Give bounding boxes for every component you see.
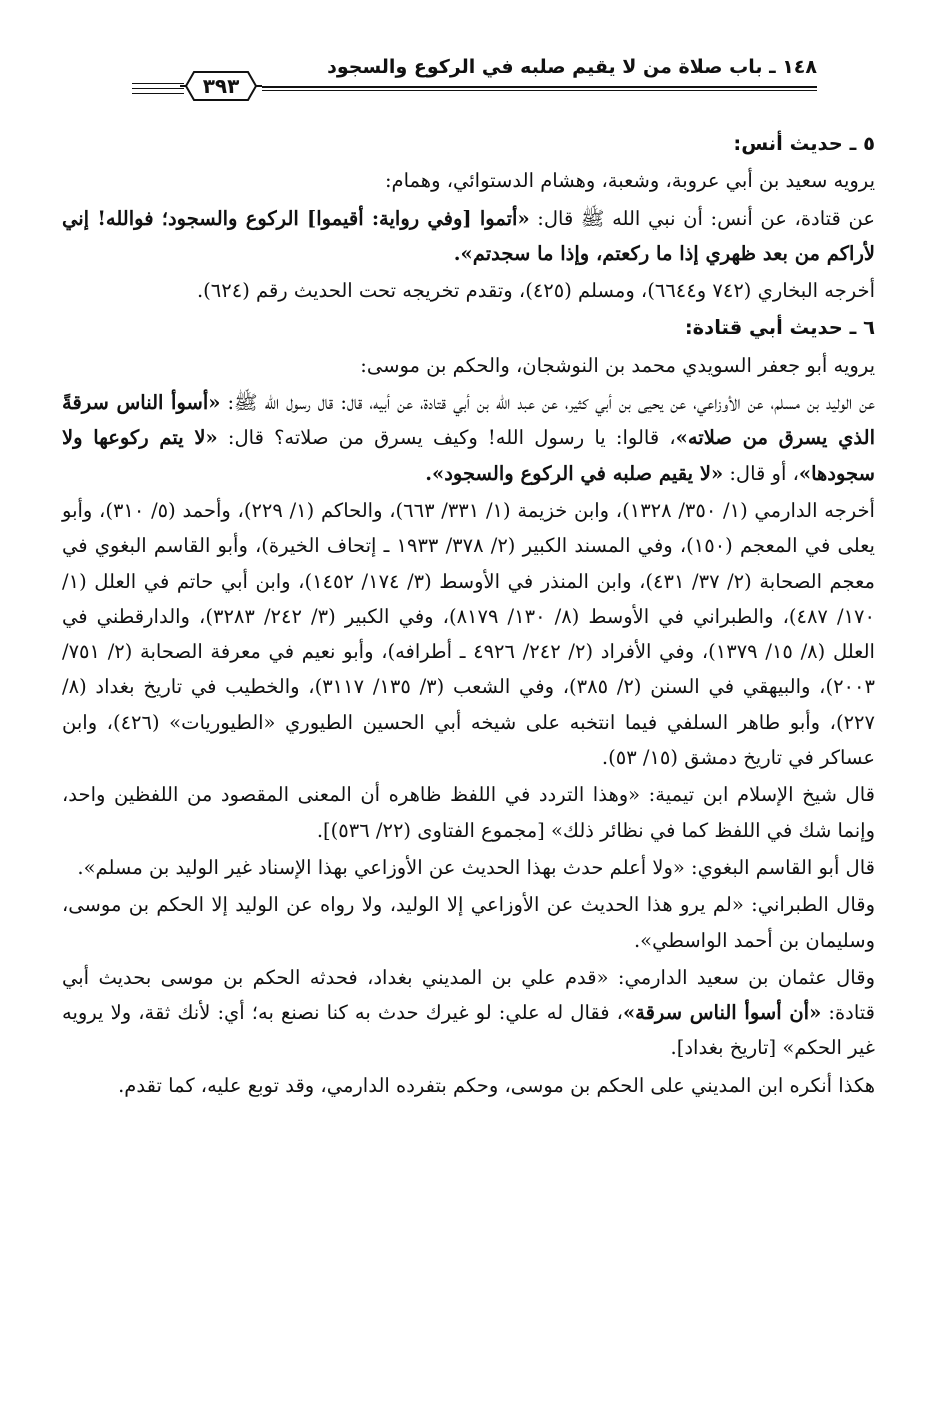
hadith-quote: «أتموا [وفي رواية: أقيموا] الركوع والسجود؛ فوالله! إني لأراكم من بعد ظهري إذا ما ركعتم، وإذا ما سجدتم». xyxy=(62,206,875,265)
paragraph: يرويه أبو جعفر السويدي محمد بن النوشجان، والحكم بن موسى: xyxy=(360,353,875,377)
hadith-quote: «لا يتم ركوعها ولا سجودها» xyxy=(62,426,875,485)
page-number-badge xyxy=(178,66,264,106)
text-run: ، قالوا: يا رسول الله! وكيف يسرق من صلاته؟ قال: xyxy=(217,426,676,450)
page-body xyxy=(62,126,875,1103)
paragraph: قال شيخ الإسلام ابن تيمية: «وهذا التردد في اللفظ ظاهره أن المعنى المقصود من اللفظين واحد، وإنما شك في اللفظ كما في نظائر ذلك» [مجموع الفتاوى (٢٢/ ٥٣٦)]. xyxy=(62,783,875,842)
left-ornament-line xyxy=(132,93,184,94)
header-rule xyxy=(262,86,817,88)
paragraph: هكذا أنكره ابن المديني على الحكم بن موسى، وحكم بتفرده الدارمي، وقد توبع عليه، كما تقدم. xyxy=(118,1073,875,1097)
paragraph xyxy=(62,960,875,1066)
left-ornament-line xyxy=(132,88,184,89)
text-run: ، فقال له علي: لو غيرك حدث به كنا نصنع به؛ أي: لأنك ثقة، ولا يرويه غير الحكم» [تاريخ بغداد]. xyxy=(62,1001,875,1060)
left-ornament-line xyxy=(132,83,184,84)
paragraph xyxy=(62,201,875,272)
page-header xyxy=(62,0,875,106)
section-heading: ٦ ـ حديث أبي قتادة: xyxy=(684,316,875,340)
paragraph: قال أبو القاسم البغوي: «ولا أعلم حدث بهذا الحديث عن الأوزاعي بهذا الإسناد غير الوليد بن مسلم». xyxy=(77,855,875,879)
section-heading: ٥ ـ حديث أنس: xyxy=(733,132,875,155)
paragraph xyxy=(62,385,875,491)
paragraph: أخرجه البخاري (٧٤٢ و٦٦٤٤)، ومسلم (٤٢٥)، وتقدم تخريجه تحت الحديث رقم (٦٢٤). xyxy=(196,279,875,303)
text-run: عن الوليد بن مسلم، عن الأوزاعي، عن يحيى بن أبي كثير، عن عبد الله بن أبي قتادة، عن أبيه، قال: قال رسول الله ﷺ: xyxy=(220,391,875,415)
text-run: وقال عثمان بن سعيد الدارمي: «قدم علي بن المديني بغداد، فحدثه الحكم بن موسى بحديث أبي قتادة: xyxy=(62,965,875,1025)
header-rule-thin xyxy=(262,90,817,91)
text-run: عن قتادة، عن أنس: أن نبي الله ﷺ قال: xyxy=(529,206,875,230)
text-run: ، أو قال: xyxy=(723,461,799,485)
hadith-quote: «أسوأ الناس سرقةً الذي يسرق من صلاته» xyxy=(62,391,876,450)
paragraph: وقال الطبراني: «لم يرو هذا الحديث عن الأوزاعي إلا الوليد، ولا رواه عن الوليد إلا الحكم بن موسى، وسليمان بن أحمد الواسطي». xyxy=(62,893,876,952)
hadith-quote: «أن أسوأ الناس سرقة» xyxy=(622,1001,822,1025)
paragraph: يرويه سعيد بن أبي عروبة، وشعبة، وهشام الدستوائي، وهمام: xyxy=(384,169,875,193)
hadith-quote: «لا يقيم صلبه في الركوع والسجود». xyxy=(425,461,724,485)
page-number: ٣٩٣ xyxy=(202,74,240,98)
paragraph: أخرجه الدارمي (١/ ٣٥٠/ ١٣٢٨)، وابن خزيمة (١/ ٣٣١/ ٦٦٣)، والحاكم (١/ ٢٢٩)، وأحمد (٥/ ٣١٠)، وأبو يعلى في المعجم (١٥٠)، وفي المسند الكبير (٢/ ٣٧٨/ ١٩٣٣ ـ إتحاف الخيرة)، وأبو القاسم البغوي في معجم الصحابة (٢/ ٣٧/ ٤٣١)، وابن المنذر في الأوسط (٣/ ١٧٤/ ١٤٥٢)، وابن أبي حاتم في العلل (١/ ١٧٠/ ٤٨٧)، والطبراني في الأوسط (٨/ ١٣٠/ ٨١٧٩)، وفي الكبير (٣/ ٢٤٢/ ٣٢٨٣)، والدارقطني في العلل (٨/ ١٥/ ١٣٧٩)، وفي الأفراد (٢/ ٢٤٢/ ٤٩٢٦ ـ أطرافه)، وأبو نعيم في معرفة الصحابة (٢/ ٧٥١/ ٢٠٠٣)، والبيهقي في السنن (٢/ ٣٨٥)، وفي الشعب (٣/ ١٣٥/ ٣١١٧)، والخطيب في تاريخ بغداد (٨/ ٢٢٧)، وأبو طاهر السلفي فيما انتخبه على شيخه أبي الحسين الطيوري «الطيوريات» (٤٢٦)، وابن عساكر في تاريخ دمشق (١٥/ ٥٣). xyxy=(62,498,875,770)
running-title: ١٤٨ ـ باب صلاة من لا يقيم صلبه في الركوع والسجود xyxy=(327,56,817,78)
